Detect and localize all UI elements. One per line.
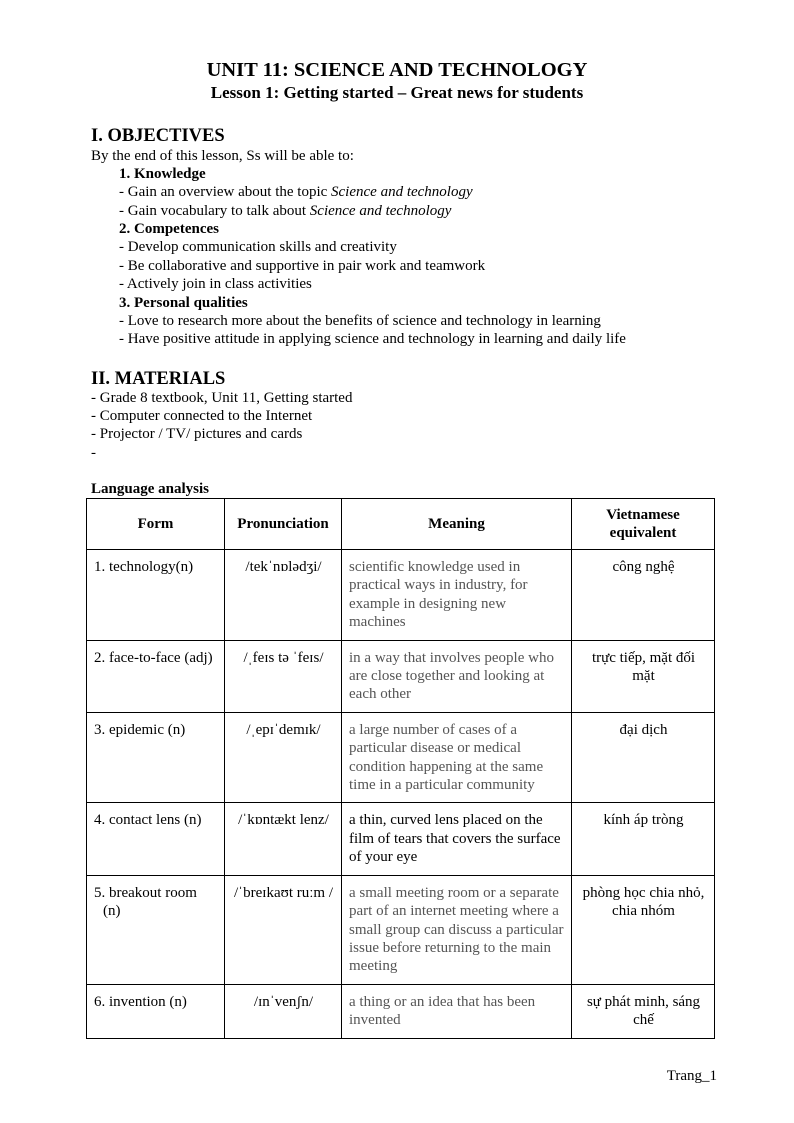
cell-vietnamese: kính áp tròng xyxy=(572,803,715,875)
cell-pronunciation: /ˈkɒntækt lenz/ xyxy=(225,803,342,875)
knowledge-item-2: - Gain vocabulary to talk about Science and technology xyxy=(119,203,452,219)
page-number: Trang_1 xyxy=(666,1068,717,1084)
cell-form: 3. epidemic (n) xyxy=(87,712,225,803)
qualities-item-2: - Have positive attitude in applying science and technology in learning and daily life xyxy=(119,331,626,347)
knowledge-heading: 1. Knowledge xyxy=(119,166,206,182)
knowledge-item-1: - Gain an overview about the topic Science and technology xyxy=(119,184,473,200)
cell-form: 5. breakout room (n) xyxy=(87,875,225,984)
cell-vietnamese: đại dịch xyxy=(572,712,715,803)
competences-item-2: - Be collaborative and supportive in pair work and teamwork xyxy=(119,258,486,274)
cell-vietnamese: công nghệ xyxy=(572,550,715,641)
materials-item-2: - Computer connected to the Internet xyxy=(91,408,313,424)
cell-meaning: a large number of cases of a particular disease or medical condition happening at the same time in a particular community xyxy=(342,712,572,803)
cell-pronunciation: /ˌepɪˈdemɪk/ xyxy=(225,712,342,803)
language-analysis-label: Language analysis xyxy=(91,481,209,497)
table-row xyxy=(87,712,715,803)
cell-form: 2. face-to-face (adj) xyxy=(87,640,225,712)
cell-meaning: a thing or an idea that has been invented xyxy=(342,984,572,1038)
table-row xyxy=(87,803,715,875)
competences-item-1: - Develop communication skills and creativity xyxy=(119,239,397,255)
cell-pronunciation: /ˈbreɪkaʊt ruːm / xyxy=(225,875,342,984)
cell-meaning: scientific knowledge used in practical ways in industry, for example in designing new machines xyxy=(342,550,572,641)
unit-title: UNIT 11: SCIENCE AND TECHNOLOGY xyxy=(206,59,588,81)
cell-vietnamese: phòng học chia nhỏ, chia nhóm xyxy=(572,875,715,984)
cell-vietnamese: trực tiếp, mặt đối mặt xyxy=(572,640,715,712)
cell-form: 4. contact lens (n) xyxy=(87,803,225,875)
competences-heading: 2. Competences xyxy=(119,221,219,237)
qualities-heading: 3. Personal qualities xyxy=(119,295,248,311)
materials-heading: II. MATERIALS xyxy=(91,369,226,389)
materials-item-1: - Grade 8 textbook, Unit 11, Getting started xyxy=(91,390,353,406)
cell-pronunciation: /ˌfeɪs tə ˈfeɪs/ xyxy=(225,640,342,712)
table-row xyxy=(87,550,715,641)
table-row xyxy=(87,640,715,712)
competences-item-3: - Actively join in class activities xyxy=(119,276,312,292)
cell-form: 1. technology(n) xyxy=(87,550,225,641)
col-header-form: Form xyxy=(87,499,225,550)
col-header-vietnamese: Vietnamese equivalent xyxy=(572,499,715,550)
table-row xyxy=(87,875,715,984)
materials-item-3: - Projector / TV/ pictures and cards xyxy=(91,426,303,442)
qualities-item-1: - Love to research more about the benefits of science and technology in learning xyxy=(119,313,601,329)
vocabulary-table xyxy=(86,498,715,1039)
cell-meaning: a thin, curved lens placed on the film of tears that covers the surface of your eye xyxy=(342,803,572,875)
cell-form: 6. invention (n) xyxy=(87,984,225,1038)
materials-item-4: - xyxy=(91,445,96,461)
objectives-intro: By the end of this lesson, Ss will be able to: xyxy=(91,148,354,164)
table-header-row xyxy=(87,499,715,550)
cell-vietnamese: sự phát minh, sáng chế xyxy=(572,984,715,1038)
objectives-heading: I. OBJECTIVES xyxy=(91,126,225,146)
cell-pronunciation: /ɪnˈvenʃn/ xyxy=(225,984,342,1038)
cell-meaning: a small meeting room or a separate part of an internet meeting where a small group can discuss a particular issue before returning to the main meeting xyxy=(342,875,572,984)
lesson-title: Lesson 1: Getting started – Great news for students xyxy=(210,83,584,102)
col-header-meaning: Meaning xyxy=(342,499,572,550)
cell-meaning: in a way that involves people who are close together and looking at each other xyxy=(342,640,572,712)
cell-pronunciation: /tekˈnɒlədʒi/ xyxy=(225,550,342,641)
table-row xyxy=(87,984,715,1038)
col-header-pronunciation: Pronunciation xyxy=(225,499,342,550)
